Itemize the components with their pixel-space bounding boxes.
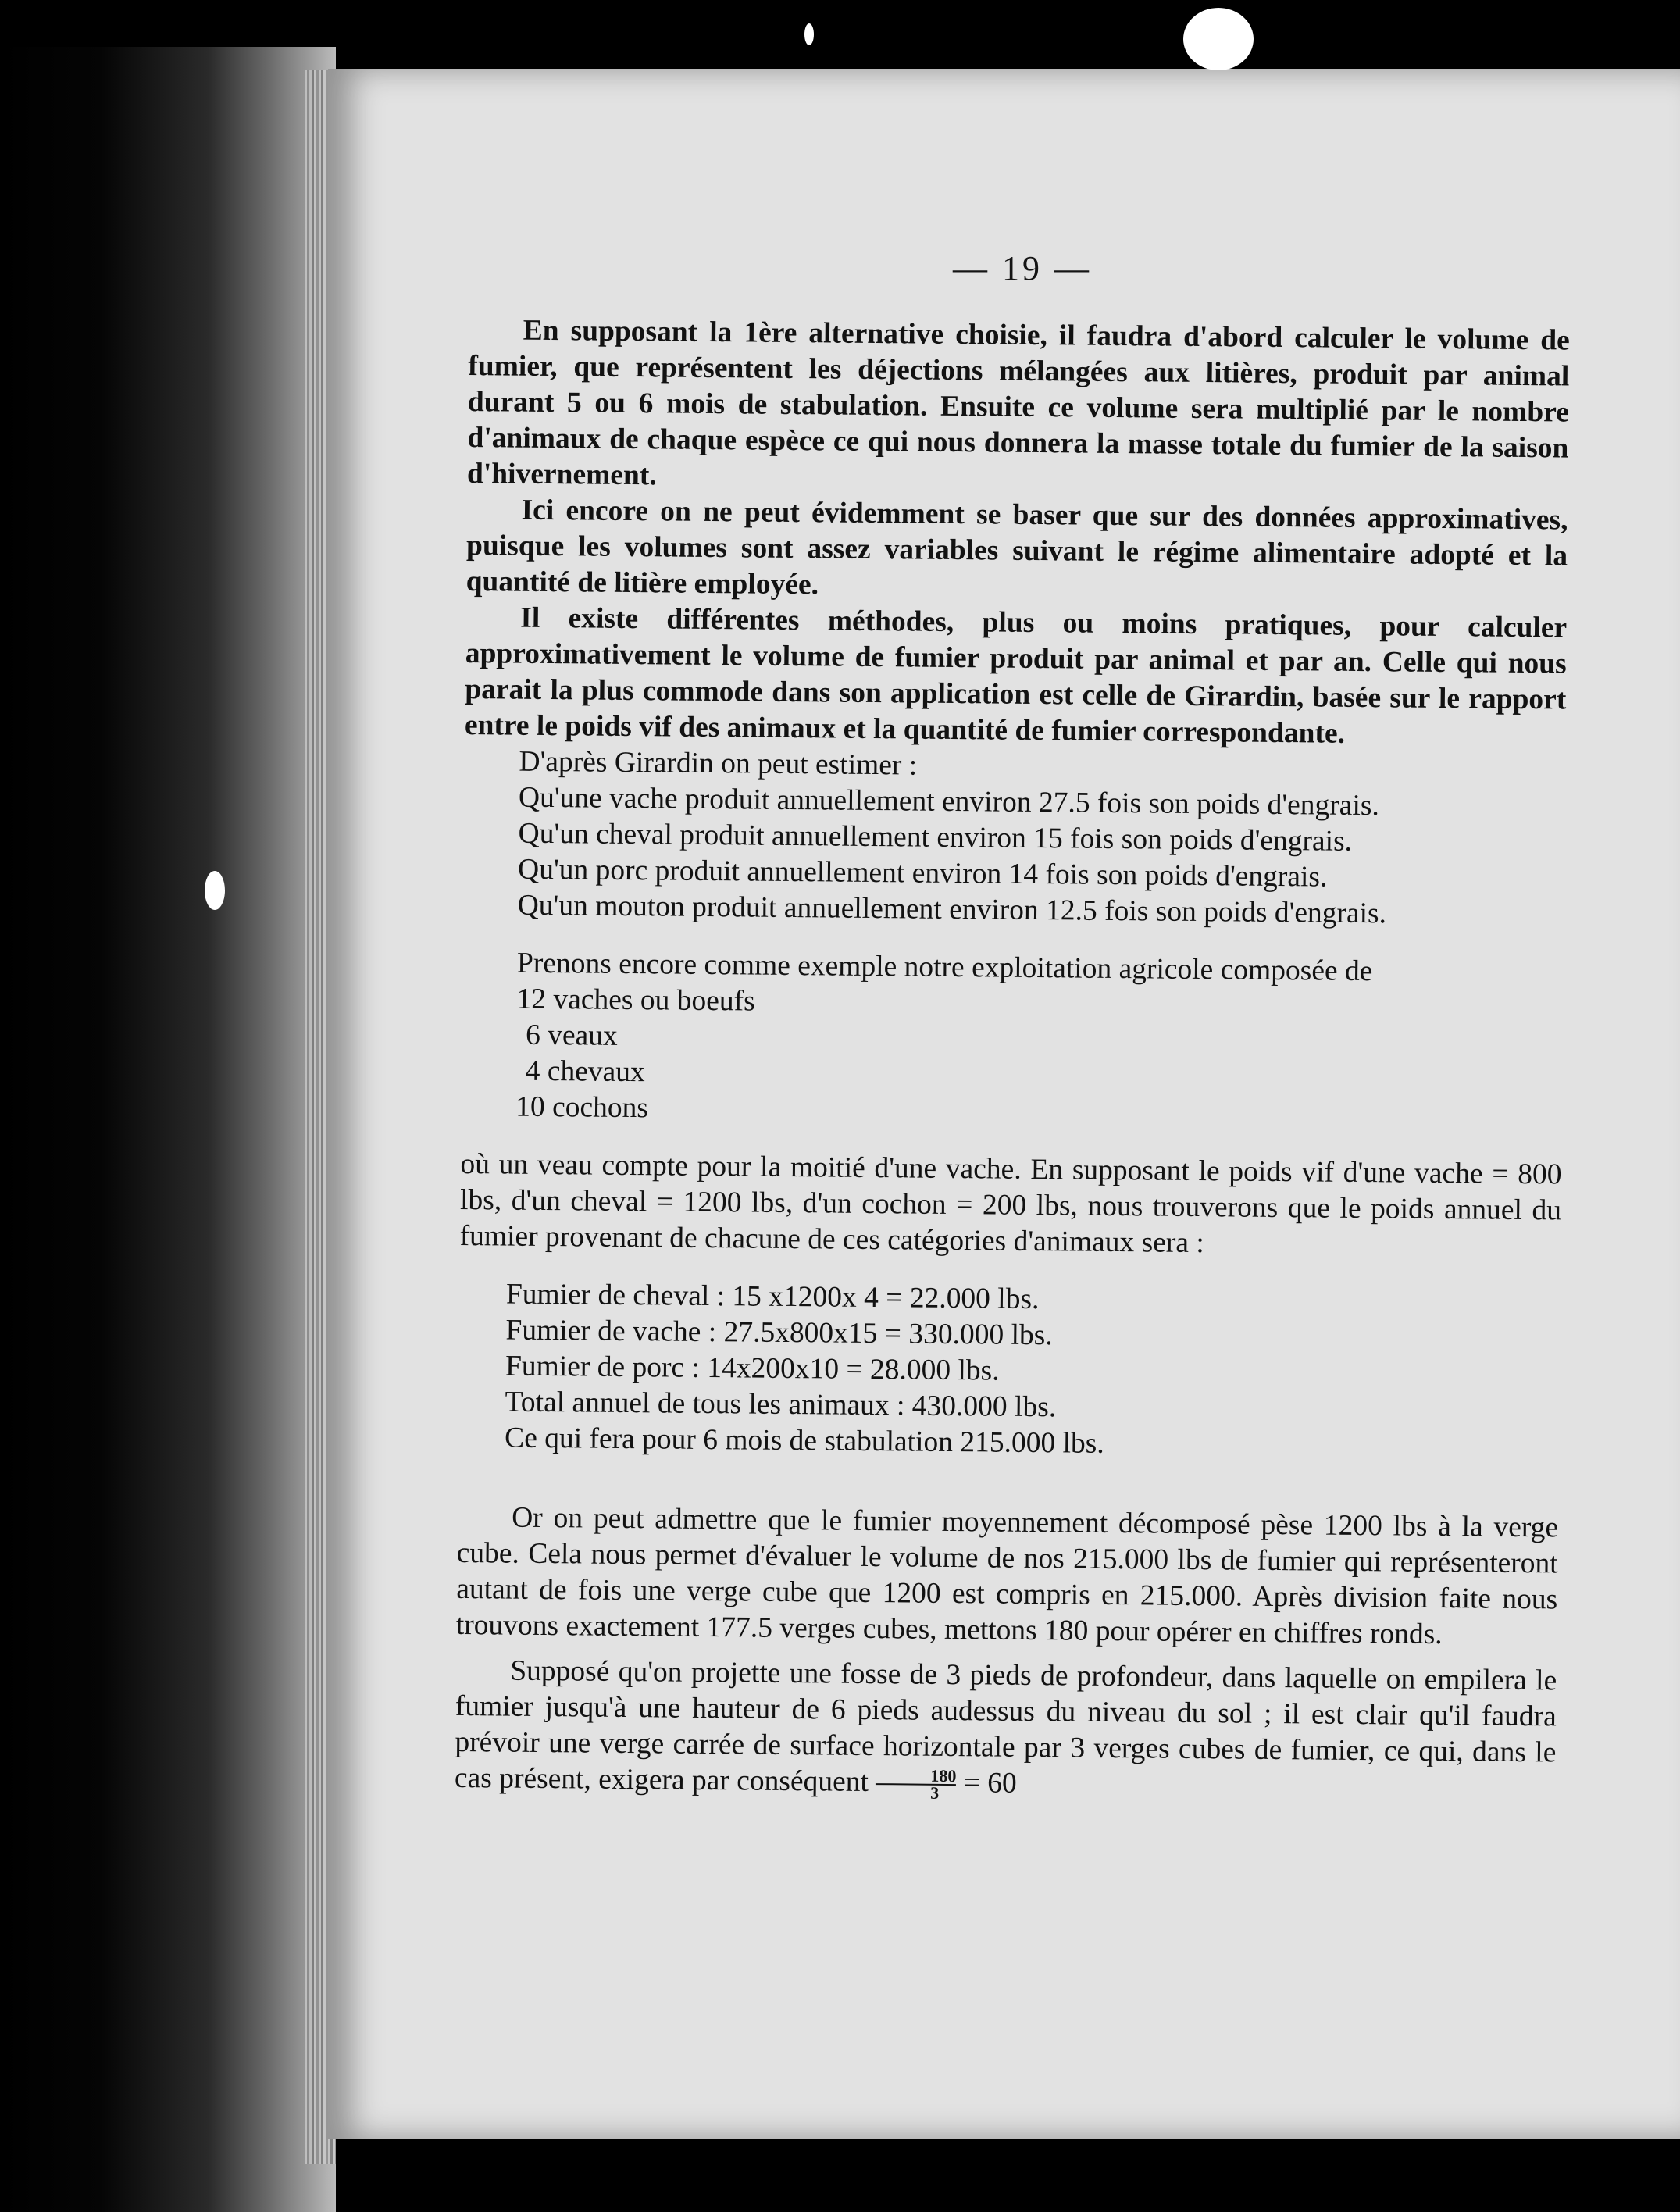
scan-speck [205, 871, 225, 910]
girardin-list [462, 780, 1565, 934]
scan-speck [1183, 8, 1254, 70]
paragraph-example-intro: Prenons encore comme exemple notre exploitation agricole composée de [516, 947, 1373, 988]
list-item: Qu'un cheval produit annuellement environ 15 fois son poids d'engrais. [518, 817, 1353, 858]
paragraph-volume: Or on peut admettre que le fumier moyennement décomposé pèse 1200 lbs à la verge cube. Cela nous permet d'évaluer le volume de nos 215.000 lbs de fumier qui représenteront autant de fois une verge cube que 1200 est compris en 215.000. Après division faite nous trouvons exactement 177.5 verges cubes, mettons 180 pour opérer en chiffres ronds. [455, 1501, 1559, 1651]
scan-speck [804, 23, 814, 45]
list-item: Qu'un porc produit annuellement environ 14 fois son poids d'engrais. [517, 853, 1328, 894]
list-item: Qu'un mouton produit annuellement environ 12.5 fois son poids d'engrais. [517, 889, 1387, 930]
calc-line: Fumier de porc : 14x200x10 = 28.000 lbs. [505, 1350, 1000, 1387]
calc-line: Ce qui fera pour 6 mois de stabulation 215.000 lbs. [504, 1422, 1104, 1460]
paragraph-methods: Il existe différentes méthodes, plus ou moins pratiques, pour calculer approximativement le volume de fumier produit par animal et par an. Celle qui nous parait la plus commode dans son application est celle de Girardin, basée sur le rapport entre le poids vif des animaux et la quantité de fumier correspondante. [464, 601, 1568, 750]
list-item: 12 vaches ou boeufs [516, 983, 755, 1018]
fraction-numerator: 180 [876, 1768, 956, 1786]
page-text [455, 312, 1570, 1807]
paragraph-girardin-intro: D'après Girardin on peut estimer : [519, 745, 918, 782]
paragraph-first-alternative: En supposant la 1ère alternative choisie, il faudra d'abord calculer le volume de fumier, que représentent les déjections mélangées aux litières, produit par animal durant 5 ou 6 mois de stabulation. Ensuite ce volume sera multiplié par le nombre d'animaux de chaque espèce ce qui nous donnera la masse totale du fumier de la saison d'hivernement. [466, 314, 1570, 492]
list-item: Qu'une vache produit annuellement environ 27.5 fois son poids d'engrais. [518, 781, 1380, 822]
calc-line: Fumier de vache : 27.5x800x15 = 330.000 lbs. [505, 1314, 1053, 1352]
fraction-result: = 60 [963, 1767, 1017, 1800]
list-item: 6 veaux [525, 1019, 618, 1052]
book-spine [0, 47, 336, 2212]
pit-text: Supposé qu'on projette une fosse de 3 pieds de profondeur, dans laquelle on empilera le fumier jusqu'à une hauteur de 6 pieds audessus du niveau du sol ; il est clair qu'il faudra prévoir une verge carrée de surface horizontale par 3 verges cubes de fumier, ce qui, dans le cas présent, exigera par conséquent [454, 1654, 1557, 1798]
calc-line: Fumier de cheval : 15 x1200x 4 = 22.000 lbs. [505, 1278, 1040, 1316]
paragraph-live-weights: où un veau compte pour la moitié d'une vache. En supposant le poids vif d'une vache = 800 lbs, d'un cheval = 1200 lbs, d'un cochon = 200 lbs, nous trouverons que le poids annuel du fumier provenant de chacune de ces catégories d'animaux sera : [459, 1147, 1562, 1260]
manure-calculations [458, 1276, 1561, 1467]
paragraph-pit [455, 1653, 1557, 1807]
page-number: — 19 — [953, 249, 1092, 287]
list-item: 4 chevaux [525, 1054, 645, 1089]
list-item: 10 cochons [515, 1090, 649, 1125]
paragraph-approximate-data: Ici encore on ne peut évidemment se baser que sur des données approximatives, puisque les volumes sont assez variables suivant le régime alimentaire adopté et la quantité de litière employée. [465, 494, 1568, 601]
fraction [876, 1768, 956, 1801]
livestock-list [461, 981, 1564, 1136]
fraction-denominator: 3 [930, 1783, 940, 1803]
calc-line: Total annuel de tous les animaux : 430.000 lbs. [505, 1386, 1057, 1424]
